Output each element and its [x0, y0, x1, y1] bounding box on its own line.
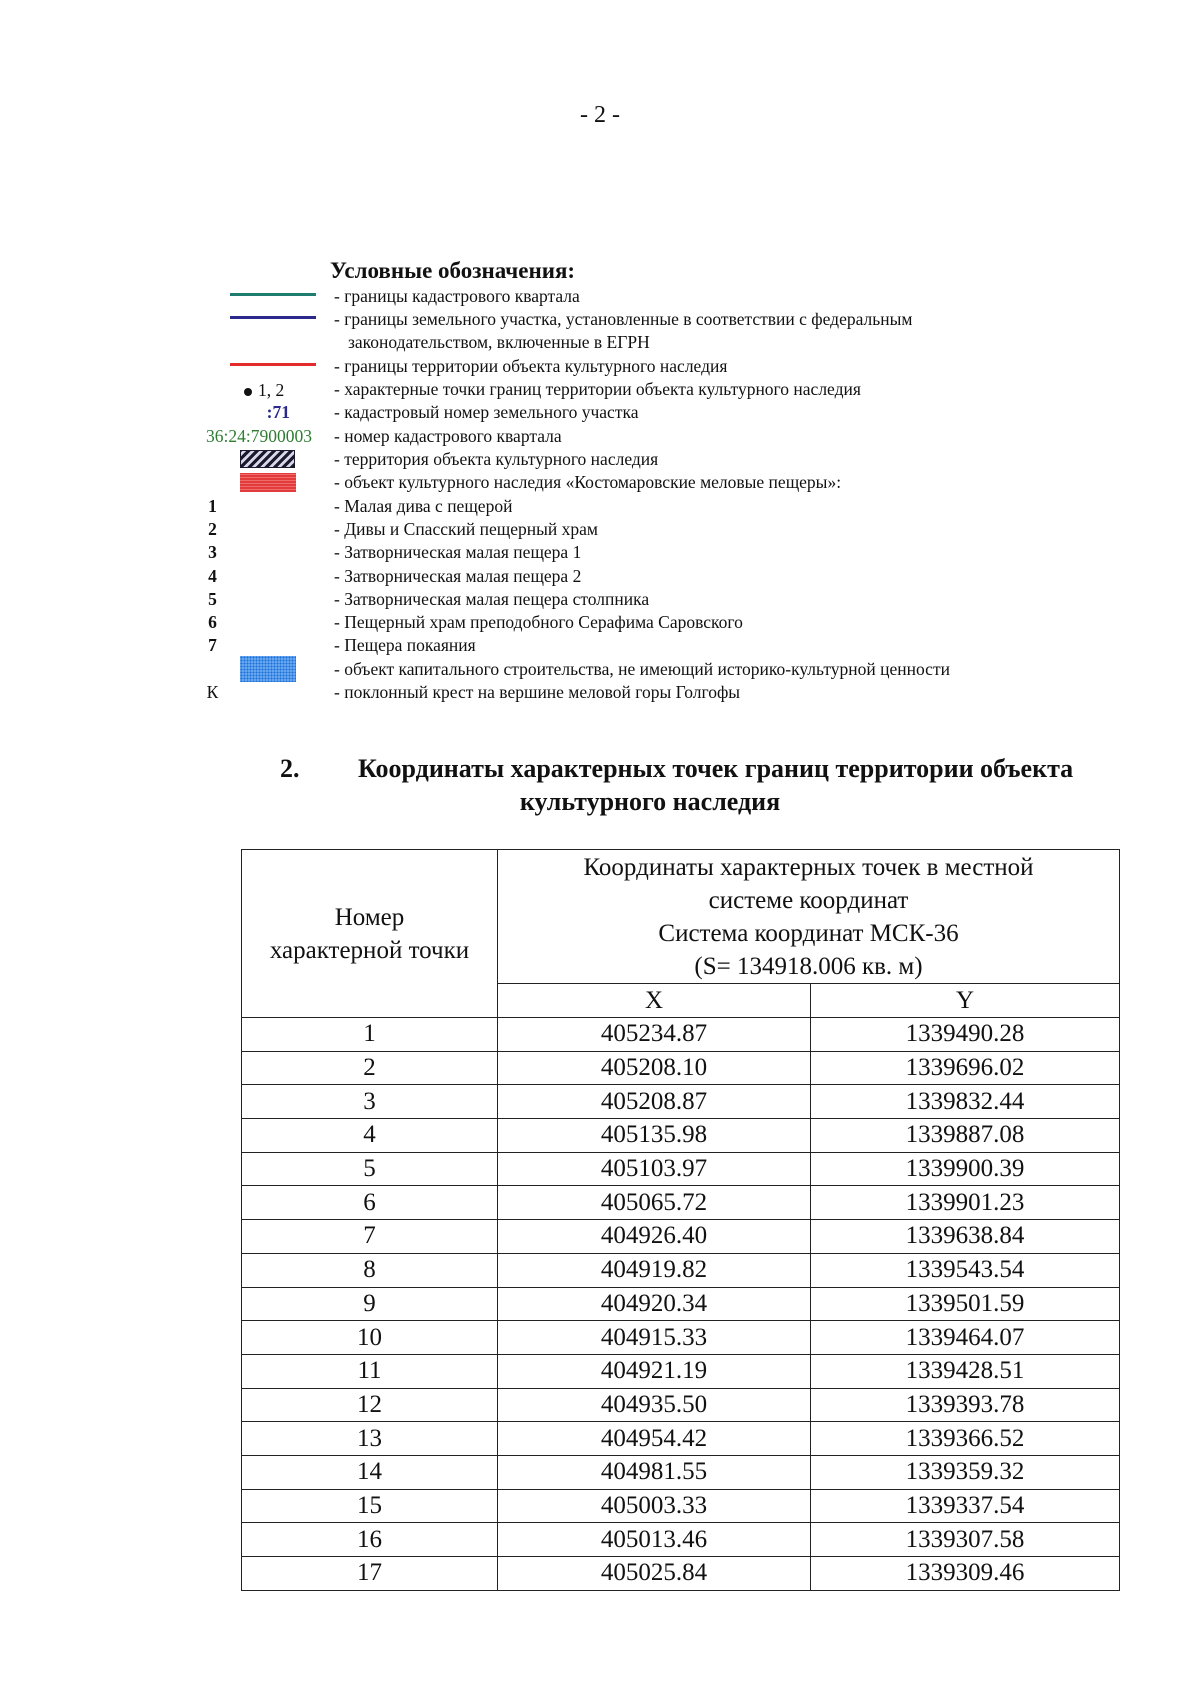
point-number-cell: 9 [242, 1287, 498, 1321]
x-coordinate-cell: 404919.82 [498, 1253, 811, 1287]
x-coordinate-cell: 405208.10 [498, 1051, 811, 1085]
legend-item [160, 378, 1100, 401]
point-number-cell: 3 [242, 1085, 498, 1119]
coordinates-table [241, 849, 1120, 1591]
point-number-cell: 15 [242, 1489, 498, 1523]
legend-item [160, 355, 1100, 378]
y-coordinate-cell: 1339501.59 [811, 1287, 1120, 1321]
table-row [242, 1287, 1120, 1321]
y-coordinate-cell: 1339490.28 [811, 1018, 1120, 1052]
x-coordinate-cell: 405065.72 [498, 1186, 811, 1220]
legend-number-symbol [160, 541, 310, 564]
coordinates-header-line4: (S= 134918.006 кв. м) [694, 953, 923, 980]
point-number-cell: 12 [242, 1388, 498, 1422]
red-fill-swatch-icon [240, 473, 296, 492]
legend-cross-label: К [206, 682, 219, 703]
x-coordinate-cell: 404926.40 [498, 1220, 811, 1254]
legend-number-symbol [160, 565, 310, 588]
table-row [242, 1119, 1120, 1153]
legend-description: - номер кадастрового квартала [334, 425, 562, 446]
legend-item [160, 495, 1100, 518]
coordinates-header-line3: Система координат МСК-36 [658, 920, 959, 947]
legend-description-continued: законодательством, включенные в ЕГРН [348, 332, 650, 353]
legend-line-icon [230, 293, 316, 296]
x-coordinate-cell: 404921.19 [498, 1354, 811, 1388]
point-number-cell: 4 [242, 1119, 498, 1153]
x-coordinate-cell: 405208.87 [498, 1085, 811, 1119]
y-coordinate-cell: 1339337.54 [811, 1489, 1120, 1523]
table-row [242, 1321, 1120, 1355]
x-coordinate-cell: 405135.98 [498, 1119, 811, 1153]
legend-line-symbol [160, 308, 310, 331]
legend [160, 285, 1100, 704]
legend-number-label: 5 [208, 588, 217, 609]
x-coordinate-cell: 405025.84 [498, 1557, 811, 1591]
section-title-line1: Координаты характерных точек границ территории объекта [358, 754, 1074, 783]
y-coordinate-cell: 1339887.08 [811, 1119, 1120, 1153]
table-row [242, 1051, 1120, 1085]
y-coordinate-cell: 1339428.51 [811, 1354, 1120, 1388]
legend-item [160, 565, 1100, 588]
legend-description: - Пещерный храм преподобного Серафима Саровского [334, 612, 743, 633]
legend-description: - Затворническая малая пещера 1 [334, 542, 582, 563]
hatch-swatch-icon [240, 450, 295, 468]
legend-item [160, 658, 1100, 681]
legend-line-icon [230, 363, 316, 366]
point-number-cell: 6 [242, 1186, 498, 1220]
legend-line-icon [230, 316, 316, 319]
legend-description: - кадастровый номер земельного участка [334, 402, 639, 423]
legend-number-symbol [160, 634, 310, 657]
y-coordinate-cell: 1339464.07 [811, 1321, 1120, 1355]
table-row [242, 1220, 1120, 1254]
legend-number-symbol [160, 611, 310, 634]
legend-description: - Малая дива с пещерой [334, 495, 513, 516]
y-coordinate-cell: 1339696.02 [811, 1051, 1120, 1085]
legend-description: - территория объекта культурного наследия [334, 449, 659, 470]
point-number-header [242, 850, 498, 1018]
legend-description: - Затворническая малая пещера столпника [334, 588, 650, 609]
legend-area-symbol [160, 471, 310, 494]
point-number-header-line1: Номер [334, 903, 405, 931]
table-row [242, 1557, 1120, 1591]
x-coordinate-cell: 405013.46 [498, 1523, 811, 1557]
blue-fill-swatch-icon [240, 656, 296, 682]
page-number: - 2 - [580, 102, 620, 128]
x-coordinate-cell: 404935.50 [498, 1388, 811, 1422]
point-number-cell: 2 [242, 1051, 498, 1085]
legend-number-symbol [160, 495, 310, 518]
point-number-cell: 11 [242, 1354, 498, 1388]
table-row [242, 1018, 1120, 1052]
legend-text-label: 36:24:7900003 [206, 425, 312, 446]
legend-line-symbol [160, 285, 310, 308]
y-coordinate-cell: 1339359.32 [811, 1455, 1120, 1489]
coordinates-header-line2: системе координат [708, 887, 909, 914]
point-number-cell: 8 [242, 1253, 498, 1287]
y-coordinate-cell: 1339900.39 [811, 1152, 1120, 1186]
coordinates-table-body [242, 1018, 1120, 1591]
point-dot-icon [244, 388, 252, 396]
legend-line-symbol [160, 355, 310, 378]
table-row [242, 1422, 1120, 1456]
legend-item [160, 588, 1100, 611]
y-coordinate-cell: 1339832.44 [811, 1085, 1120, 1119]
legend-number-label: 4 [208, 565, 217, 586]
legend-area-symbol [160, 658, 310, 681]
legend-item [160, 611, 1100, 634]
legend-item [160, 518, 1100, 541]
x-coordinate-cell: 405234.87 [498, 1018, 811, 1052]
legend-point-symbol [160, 378, 310, 401]
y-coordinate-cell: 1339393.78 [811, 1388, 1120, 1422]
legend-number-label: 3 [208, 542, 217, 563]
legend-number-label: 2 [208, 518, 217, 539]
y-header: Y [811, 984, 1120, 1018]
y-coordinate-cell: 1339366.52 [811, 1422, 1120, 1456]
table-row [242, 1523, 1120, 1557]
legend-number-label: 6 [208, 612, 217, 633]
legend-title: Условные обозначения: [330, 258, 576, 283]
legend-description: - Пещера покаяния [334, 635, 476, 656]
x-coordinate-cell: 404920.34 [498, 1287, 811, 1321]
y-coordinate-cell: 1339309.46 [811, 1557, 1120, 1591]
x-coordinate-cell: 404915.33 [498, 1321, 811, 1355]
x-header: X [498, 984, 811, 1018]
legend-cross-symbol [160, 681, 310, 704]
coordinates-header [498, 850, 1120, 984]
legend-item [160, 308, 1100, 355]
legend-item [160, 448, 1100, 471]
legend-text-label: :71 [266, 402, 290, 423]
x-coordinate-cell: 405103.97 [498, 1152, 811, 1186]
y-coordinate-cell: 1339901.23 [811, 1186, 1120, 1220]
table-row [242, 1253, 1120, 1287]
legend-text-symbol [160, 401, 310, 424]
legend-number-symbol [160, 588, 310, 611]
point-number-cell: 7 [242, 1220, 498, 1254]
legend-number-symbol [160, 518, 310, 541]
point-number-cell: 10 [242, 1321, 498, 1355]
point-number-cell: 13 [242, 1422, 498, 1456]
legend-number-label: 1 [208, 495, 217, 516]
point-number-cell: 17 [242, 1557, 498, 1591]
point-number-cell: 16 [242, 1523, 498, 1557]
legend-description: - границы земельного участка, установленные в соответствии с федеральным [334, 309, 913, 330]
table-row [242, 1354, 1120, 1388]
x-coordinate-cell: 404954.42 [498, 1422, 811, 1456]
legend-item [160, 471, 1100, 494]
table-row [242, 1388, 1120, 1422]
legend-text-symbol [160, 425, 310, 448]
legend-description: - границы территории объекта культурного наследия [334, 355, 728, 376]
legend-description: - характерные точки границ территории объекта культурного наследия [334, 379, 861, 400]
table-row [242, 1489, 1120, 1523]
legend-description: - Дивы и Спасский пещерный храм [334, 518, 598, 539]
point-number-header-line2: характерной точки [269, 936, 470, 964]
legend-description: - поклонный крест на вершине меловой горы Голгофы [334, 682, 741, 703]
point-number-cell: 14 [242, 1455, 498, 1489]
legend-area-symbol [160, 448, 310, 471]
legend-description: - объект капитального строительства, не имеющий историко-культурной ценности [334, 658, 950, 679]
y-coordinate-cell: 1339638.84 [811, 1220, 1120, 1254]
section-number: 2. [280, 754, 300, 783]
table-row [242, 1085, 1120, 1119]
point-number-cell: 1 [242, 1018, 498, 1052]
coordinates-header-line1: Координаты характерных точек в местной [583, 854, 1034, 881]
legend-item [160, 425, 1100, 448]
point-label: 1, 2 [258, 380, 285, 401]
table-row [242, 1186, 1120, 1220]
point-marker [244, 381, 284, 399]
y-coordinate-cell: 1339543.54 [811, 1253, 1120, 1287]
x-coordinate-cell: 405003.33 [498, 1489, 811, 1523]
table-row [242, 1152, 1120, 1186]
legend-item [160, 285, 1100, 308]
legend-description: - Затворническая малая пещера 2 [334, 565, 582, 586]
legend-item [160, 634, 1100, 657]
y-coordinate-cell: 1339307.58 [811, 1523, 1120, 1557]
legend-item [160, 401, 1100, 424]
legend-number-label: 7 [208, 635, 217, 656]
x-coordinate-cell: 404981.55 [498, 1455, 811, 1489]
table-row [242, 1455, 1120, 1489]
legend-item [160, 541, 1100, 564]
legend-description: - объект культурного наследия «Костомаровские меловые пещеры»: [334, 472, 842, 493]
point-number-cell: 5 [242, 1152, 498, 1186]
legend-description: - границы кадастрового квартала [334, 286, 580, 306]
legend-item [160, 681, 1100, 704]
section-title-line2: культурного наследия [519, 787, 781, 816]
